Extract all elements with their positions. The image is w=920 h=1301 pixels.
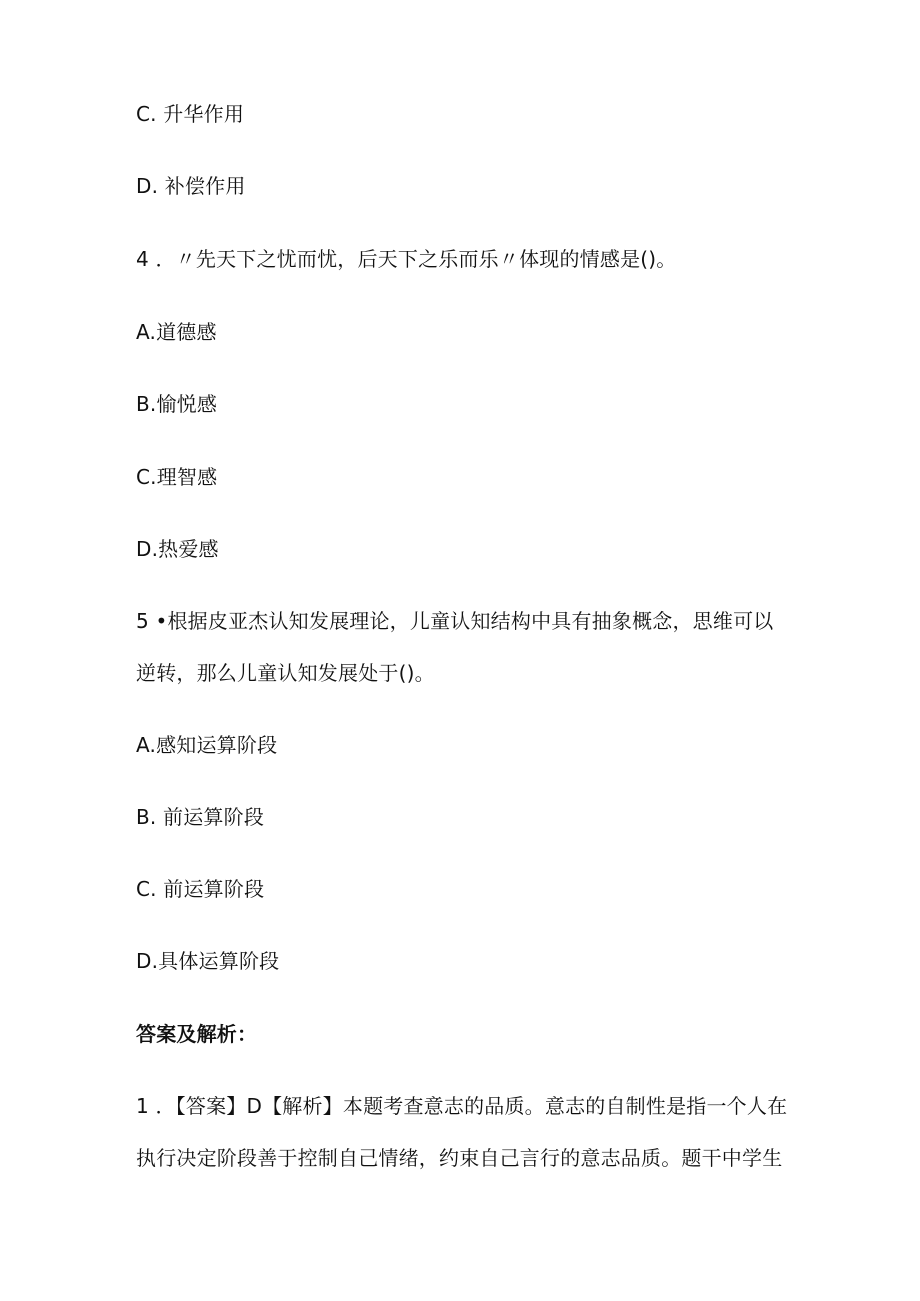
q3-option-d: D. 补偿作用 — [136, 174, 246, 198]
q4-option-b: B.愉悦感 — [136, 392, 218, 416]
q5-option-c: C. 前运算阶段 — [136, 877, 265, 901]
q5-option-a: A.感知运算阶段 — [136, 733, 278, 757]
answer-1-line-1: 1 ．【答案】D【解析】本题考查意志的品质。意志的自制性是指一个人在 — [136, 1094, 788, 1118]
answer-1-line-2: 执行决定阶段善于控制自己情绪，约束自己言行的意志品质。题干中学生 — [136, 1146, 783, 1170]
question-4-stem: 4 ．〃先天下之忧而忧，后天下之乐而乐〃体现的情感是()。 — [136, 247, 677, 271]
q3-option-c: C. 升华作用 — [136, 102, 245, 126]
q4-option-c: C.理智感 — [136, 465, 218, 489]
question-5-stem-line-1: 5 •根据皮亚杰认知发展理论，儿童认知结构中具有抽象概念，思维可以 — [136, 609, 774, 633]
q4-option-a: A.道德感 — [136, 320, 217, 344]
q4-option-d: D.热爱感 — [136, 537, 219, 561]
q5-option-b: B. 前运算阶段 — [136, 805, 265, 829]
q5-option-d: D.具体运算阶段 — [136, 949, 280, 973]
answers-heading: 答案及解析： — [136, 1022, 258, 1046]
question-5-stem-line-2: 逆转，那么儿童认知发展处于()。 — [136, 661, 435, 685]
